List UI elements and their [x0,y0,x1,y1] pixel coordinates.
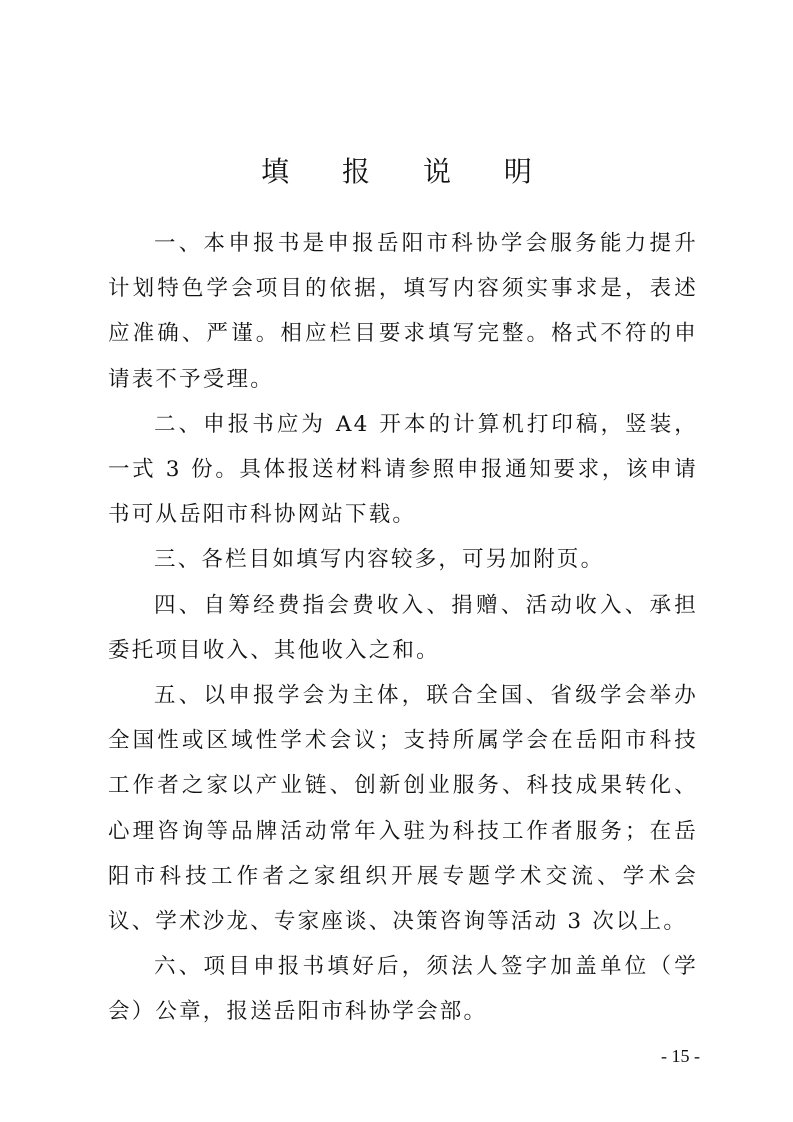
paragraph-6: 六、项目申报书填好后，须法人签字加盖单位（学会）公章，报送岳阳市科协学会部。 [108,954,698,1025]
instructions-body [108,221,698,1035]
paragraph-5: 五、以申报学会为主体，联合全国、省级学会举办全国性或区域性学术会议；支持所属学会在岳阳市科技工作者之家以产业链、创新创业服务、科技成果转化、心理咨询等品牌活动常年入驻为科技工作者服务；在岳阳市科技工作者之家组织开展专题学术交流、学术会议、学术沙龙、专家座谈、决策咨询等活动 3 次以上。 [108,683,698,935]
page-number: - 15 - [661,1046,700,1066]
page-title: 填 报 说 明 [261,155,554,188]
paragraph-3: 三、各栏目如填写内容较多，可另加附页。 [154,547,605,573]
paragraph-1: 一、本申报书是申报岳阳市科协学会服务能力提升计划特色学会项目的依据，填写内容须实事求是，表述应准确、严谨。相应栏目要求填写完整。格式不符的申请表不予受理。 [108,231,698,392]
paragraph-2: 二、申报书应为 A4 开本的计算机打印稿，竖装，一式 3 份。具体报送材料请参照申报通知要求，该申请书可从岳阳市科协网站下载。 [108,411,698,528]
paragraph-4: 四、自筹经费指会费收入、捐赠、活动收入、承担委托项目收入、其他收入之和。 [108,592,698,663]
